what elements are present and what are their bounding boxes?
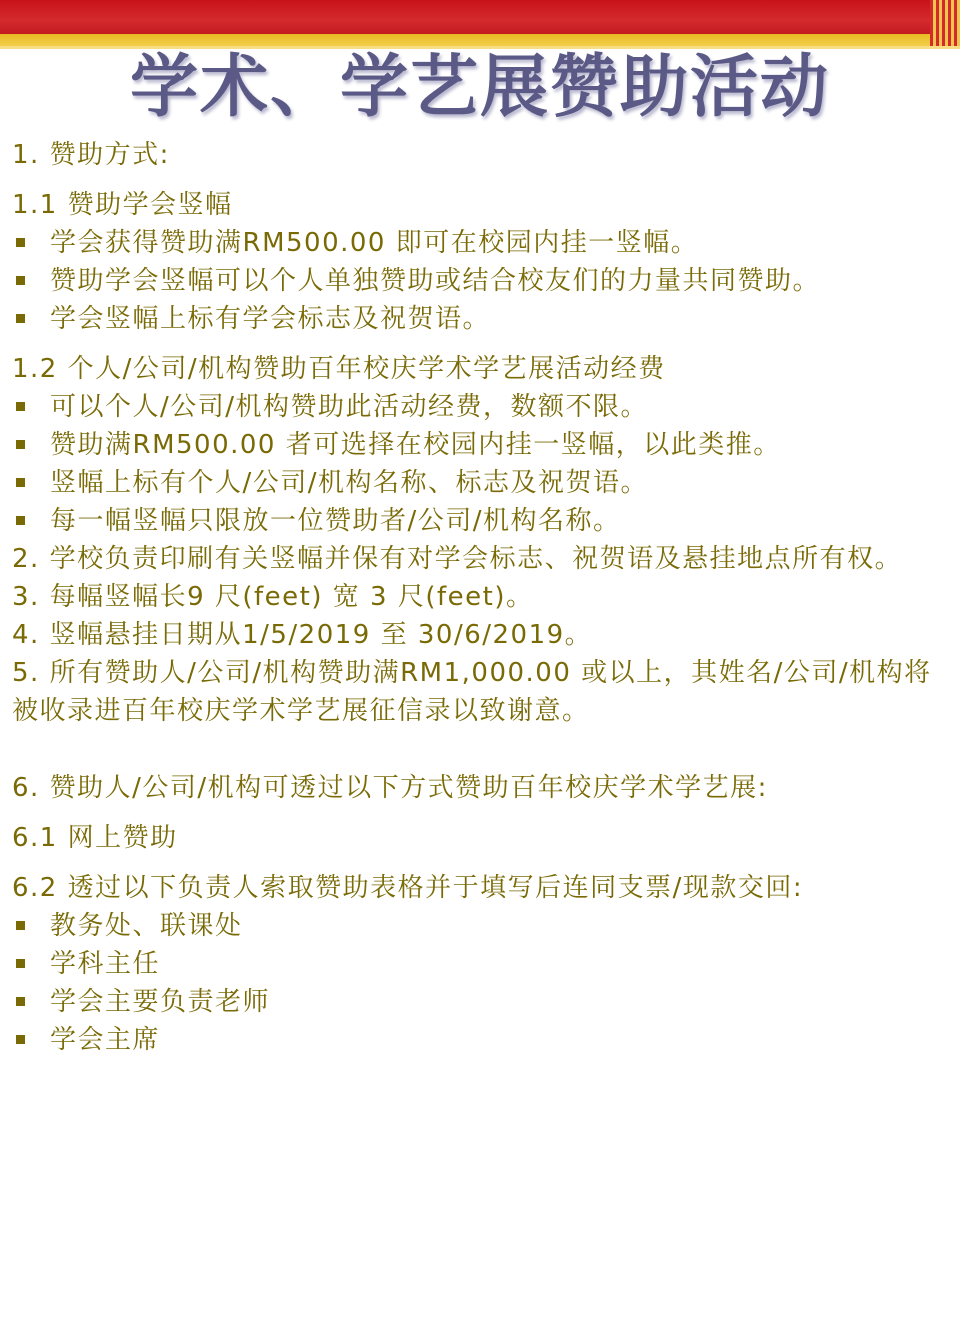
bullet-icon [16, 440, 25, 449]
bullet-icon [16, 959, 25, 968]
section-6-1-heading: 6.1 网上赞助 [12, 823, 178, 853]
bullet-icon [16, 402, 25, 411]
section-1-heading: 1. 赞助方式: [12, 140, 170, 170]
section-3-text: 3. 每幅竖幅长9 尺(feet) 宽 3 尺(feet)。 [12, 582, 534, 612]
header-edge-stripe [930, 0, 960, 46]
list-item-text: 竖幅上标有个人/公司/机构名称、标志及祝贺语。 [50, 468, 649, 498]
list-item-text: 学科主任 [50, 949, 161, 979]
section-6-heading: 6. 赞助人/公司/机构可透过以下方式赞助百年校庆学术学艺展: [12, 773, 768, 803]
page-title: 学术、学艺展赞助活动 [129, 48, 830, 127]
bullet-icon [16, 921, 25, 930]
list-item [12, 388, 952, 426]
list-item [12, 1021, 952, 1059]
list-item [12, 983, 952, 1021]
section-1-1-heading: 1.1 赞助学会竖幅 [12, 190, 233, 220]
list-item [12, 426, 952, 464]
list-item-text: 学会主要负责老师 [50, 987, 271, 1017]
bullet-icon [16, 997, 25, 1006]
list-item-text: 教务处、联课处 [50, 911, 243, 941]
bullet-icon [16, 314, 25, 323]
list-item [12, 502, 952, 540]
list-item-text: 赞助满RM500.00 者可选择在校园内挂一竖幅，以此类推。 [50, 430, 781, 460]
section-2-text: 2. 学校负责印刷有关竖幅并保有对学会标志、祝贺语及悬挂地点所有权。 [12, 544, 903, 574]
list-item-text: 学会获得赞助满RM500.00 即可在校园内挂一竖幅。 [50, 228, 699, 258]
list-item [12, 224, 952, 262]
header-red-band [0, 0, 960, 34]
list-item [12, 464, 952, 502]
bullet-icon [16, 276, 25, 285]
section-5-text: 5. 所有赞助人/公司/机构赞助满RM1,000.00 或以上，其姓名/公司/机构将被收录进百年校庆学术学艺展征信录以致谢意。 [12, 658, 932, 726]
header-gold-band [0, 34, 960, 46]
document-body [12, 136, 952, 1059]
bullet-icon [16, 516, 25, 525]
list-item-text: 每一幅竖幅只限放一位赞助者/公司/机构名称。 [50, 506, 621, 536]
section-1-2-heading: 1.2 个人/公司/机构赞助百年校庆学术学艺展活动经费 [12, 354, 666, 384]
list-item [12, 907, 952, 945]
section-4-text: 4. 竖幅悬挂日期从1/5/2019 至 30/6/2019。 [12, 620, 593, 650]
list-item [12, 300, 952, 338]
list-item [12, 945, 952, 983]
list-item-text: 赞助学会竖幅可以个人单独赞助或结合校友们的力量共同赞助。 [50, 266, 821, 296]
bullet-icon [16, 1035, 25, 1044]
list-item-text: 可以个人/公司/机构赞助此活动经费，数额不限。 [50, 392, 649, 422]
list-item [12, 262, 952, 300]
section-6-2-heading: 6.2 透过以下负责人索取赞助表格并于填写后连同支票/现款交回: [12, 873, 804, 903]
list-item-text: 学会主席 [50, 1025, 161, 1055]
list-item-text: 学会竖幅上标有学会标志及祝贺语。 [50, 304, 491, 334]
bullet-icon [16, 238, 25, 247]
bullet-icon [16, 478, 25, 487]
